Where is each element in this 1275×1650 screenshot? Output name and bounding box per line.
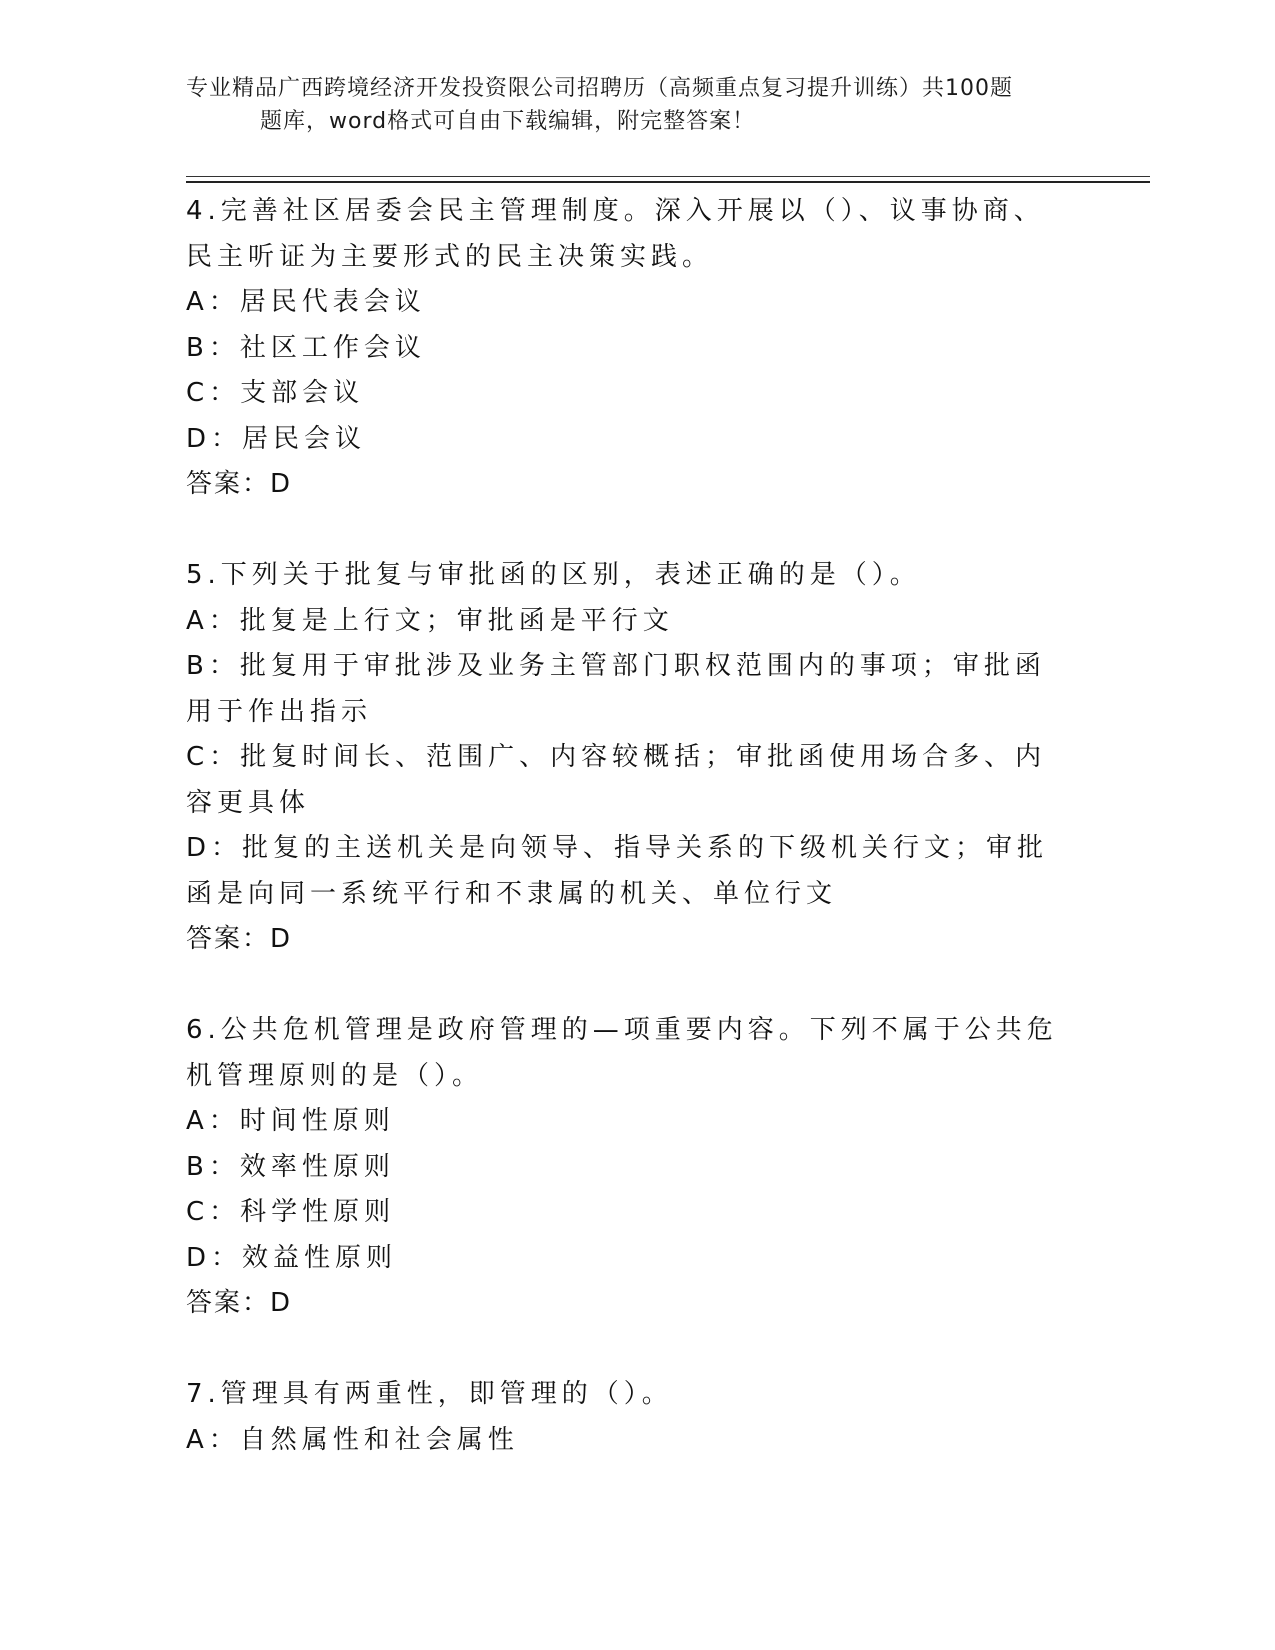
header-title-line1: 专业精品广西跨境经济开发投资限公司招聘历（高频重点复习提升训练）共100题 [186, 76, 1013, 101]
question-text: 7.管理具有两重性，即管理的（）。 [186, 1379, 673, 1409]
option-c: C：支部会议 [186, 378, 365, 408]
option-d: D：批复的主送机关是向领导、指导关系的下级机关行文；审批函是向同一系统平行和不隶属的机关、单位行文 [186, 833, 1049, 909]
question-7 [186, 1372, 1066, 1463]
question-4 [186, 189, 1066, 508]
document-header [186, 72, 1086, 138]
question-text: 6.公共危机管理是政府管理的—项重要内容。下列不属于公共危机管理原则的是（）。 [186, 1015, 1058, 1091]
option-b: B：效率性原则 [186, 1151, 395, 1182]
option-a: A：时间性原则 [186, 1106, 395, 1136]
answer-text: 答案：D [186, 924, 293, 954]
option-c: C：科学性原则 [186, 1197, 396, 1227]
question-text: 4.完善社区居委会民主管理制度。深入开展以（）、议事协商、民主听证为主要形式的民主决策实践。 [186, 196, 1045, 272]
header-divider-thick [186, 181, 1150, 183]
option-b: B：批复用于审批涉及业务主管部门职权范围内的事项；审批函用于作出指示 [186, 651, 1046, 727]
question-5 [186, 553, 1066, 963]
header-divider-thin [186, 176, 1150, 177]
option-c: C：批复时间长、范围广、内容较概括；审批函使用场合多、内容更具体 [186, 742, 1047, 818]
answer-text: 答案：D [186, 469, 293, 499]
answer-text: 答案：D [186, 1288, 293, 1318]
option-a: A：居民代表会议 [186, 287, 426, 317]
header-title-line2: 题库，word格式可自由下载编辑，附完整答案！ [260, 109, 756, 134]
option-d: D：居民会议 [186, 423, 367, 454]
option-a: A：批复是上行文；审批函是平行文 [186, 605, 674, 636]
question-list [186, 189, 1066, 1463]
question-6 [186, 1008, 1066, 1327]
question-text: 5.下列关于批复与审批函的区别，表述正确的是（）。 [186, 560, 921, 590]
option-a: A：自然属性和社会属性 [186, 1424, 519, 1455]
option-b: B：社区工作会议 [186, 332, 426, 363]
option-d: D：效益性原则 [186, 1242, 398, 1273]
